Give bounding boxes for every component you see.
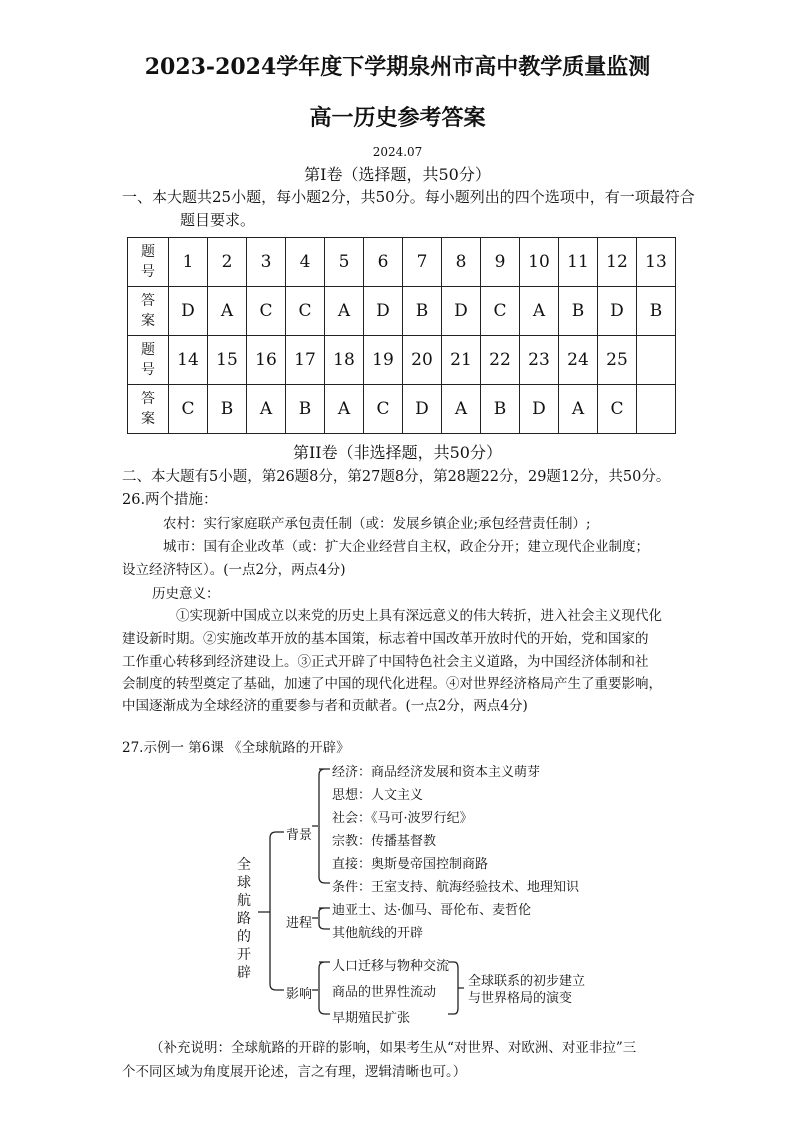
- table-cell: 5: [325, 238, 364, 287]
- mindmap-item: 直接：奥斯曼帝国控制商路: [332, 857, 489, 872]
- q26-line: 设立经济特区）。(一点2分，两点4分): [122, 562, 346, 578]
- table-cell: 20: [403, 336, 442, 385]
- table-cell: 17: [286, 336, 325, 385]
- root-char: 开: [237, 947, 251, 963]
- table-cell: D: [403, 385, 442, 434]
- note: （补充说明：全球航路的开辟的影响，如果考生从“对世界、对欧洲、对亚非拉”三: [150, 1040, 637, 1056]
- table-cell: C: [598, 385, 637, 434]
- q27-heading: 27.示例一 第6课 《全球航路的开辟》: [122, 740, 350, 756]
- mindmap-item: 其他航线的开辟: [332, 926, 424, 941]
- table-cell: 13: [637, 238, 676, 287]
- table-cell: 9: [481, 238, 520, 287]
- q26-line: 会制度的转型奠定了基础，加速了中国的现代化进程。④对世界经济格局产生了重要影响，: [122, 676, 662, 692]
- table-cell: C: [169, 385, 208, 434]
- table-cell: A: [325, 385, 364, 434]
- table-cell: B: [286, 385, 325, 434]
- row-label: 答 案: [128, 385, 169, 434]
- part2-instruction: 二、本大题有5小题，第26题8分，第27题8分，第28题22分，29题12分，共50分。: [122, 469, 671, 485]
- table-cell: A: [442, 385, 481, 434]
- table-cell: 22: [481, 336, 520, 385]
- part1-heading: 第I卷（选择题，共50分）: [304, 165, 491, 184]
- part1-instruction: 一、本大题共25小题，每小题2分，共50分。每小题列出的四个选项中，有一项最符合: [122, 188, 695, 206]
- table-cell: C: [247, 287, 286, 336]
- root-char: 的: [237, 929, 251, 945]
- table-cell: 24: [559, 336, 598, 385]
- table-cell: 23: [520, 336, 559, 385]
- table-cell: 12: [598, 238, 637, 287]
- table-cell: 1: [169, 238, 208, 287]
- table-cell: 19: [364, 336, 403, 385]
- table-cell: A: [247, 385, 286, 434]
- q26-line: 建设新时期。②实施改革开放的基本国策，标志着中国改革开放时代的开始，党和国家的: [122, 631, 649, 647]
- row-label: 答 案: [128, 287, 169, 336]
- document-title: 2023-2024学年度下学期泉州市高中教学质量监测: [144, 54, 651, 80]
- table-cell: A: [520, 287, 559, 336]
- table-cell: D: [169, 287, 208, 336]
- table-cell: B: [481, 385, 520, 434]
- root-char: 航: [237, 893, 251, 909]
- table-cell: D: [520, 385, 559, 434]
- mindmap-item: 条件：王室支持、航海经验技术、地理知识: [332, 880, 580, 895]
- mindmap-item: 迪亚士、达·伽马、哥伦布、麦哲伦: [332, 903, 532, 918]
- root-char: 球: [237, 875, 251, 891]
- part2-heading: 第II卷（非选择题，共50分）: [292, 443, 502, 462]
- q26-line: 城市：国有企业改革（或：扩大企业经营自主权，政企分开；建立现代企业制度；: [163, 539, 649, 555]
- mindmap-item: 人口迁移与物种交流: [332, 959, 450, 974]
- row-label: 题 号: [128, 238, 169, 287]
- table-cell: 4: [286, 238, 325, 287]
- q26-line: 农村：实行家庭联产承包责任制（或：发展乡镇企业;承包经营责任制）;: [163, 516, 591, 532]
- root-char: 辟: [237, 965, 251, 981]
- branch-background: 背景: [286, 828, 313, 843]
- table-cell: C: [481, 287, 520, 336]
- row-label: 题 号: [128, 336, 169, 385]
- table-cell: B: [559, 287, 598, 336]
- mindmap-item: 社会：《马可·波罗行纪》: [332, 811, 473, 826]
- mindmap-item: 思想：人文主义: [332, 788, 424, 803]
- table-cell: 11: [559, 238, 598, 287]
- q26-line: 中国逐渐成为全球经济的重要参与者和贡献者。(一点2分，两点4分): [122, 698, 528, 714]
- table-cell: 21: [442, 336, 481, 385]
- mindmap-item: 宗教：传播基督教: [332, 834, 437, 849]
- table-cell: 3: [247, 238, 286, 287]
- mindmap-root: [237, 856, 253, 982]
- table-cell: 10: [520, 238, 559, 287]
- mindmap-item: 经济：商品经济发展和资本主义萌芽: [332, 765, 541, 780]
- document-subtitle: 高一历史参考答案: [309, 105, 486, 131]
- table-cell: C: [364, 385, 403, 434]
- q26-line: 历史意义：: [152, 586, 220, 602]
- table-cell: B: [208, 385, 247, 434]
- table-cell: 16: [247, 336, 286, 385]
- table-cell: D: [598, 287, 637, 336]
- table-cell: C: [286, 287, 325, 336]
- note: 个不同区域为角度展开论述，言之有理，逻辑清晰也可。）: [122, 1064, 467, 1080]
- table-cell: 25: [598, 336, 637, 385]
- impact-result: 全球联系的初步建立: [468, 974, 586, 989]
- table-cell: 7: [403, 238, 442, 287]
- q26-line: 26.两个措施：: [122, 492, 218, 508]
- table-cell: 15: [208, 336, 247, 385]
- table-cell: B: [637, 287, 676, 336]
- table-cell: A: [325, 287, 364, 336]
- table-cell: 18: [325, 336, 364, 385]
- q26-line: 工作重心转移到经济建设上。③正式开辟了中国特色社会主义道路，为中国经济体制和社: [122, 654, 649, 670]
- table-cell: 8: [442, 238, 481, 287]
- table-cell: D: [364, 287, 403, 336]
- part1-instruction-cont: 题目要求。: [180, 211, 256, 229]
- table-cell: 6: [364, 238, 403, 287]
- q26-line: ①实现新中国成立以来党的历史上具有深远意义的伟大转折，进入社会主义现代化: [176, 608, 662, 624]
- mindmap-item: 早期殖民扩张: [332, 1011, 411, 1026]
- impact-result: 与世界格局的演变: [468, 991, 573, 1006]
- root-char: 路: [237, 911, 251, 927]
- branch-impact: 影响: [286, 987, 313, 1002]
- branch-process: 进程: [286, 916, 313, 931]
- table-cell: A: [559, 385, 598, 434]
- table-cell: D: [442, 287, 481, 336]
- table-cell: A: [208, 287, 247, 336]
- root-char: 全: [237, 857, 251, 873]
- mindmap-item: 商品的世界性流动: [332, 985, 437, 1000]
- table-cell: 14: [169, 336, 208, 385]
- table-cell: B: [403, 287, 442, 336]
- table-cell: 2: [208, 238, 247, 287]
- date: 2024.07: [372, 145, 423, 159]
